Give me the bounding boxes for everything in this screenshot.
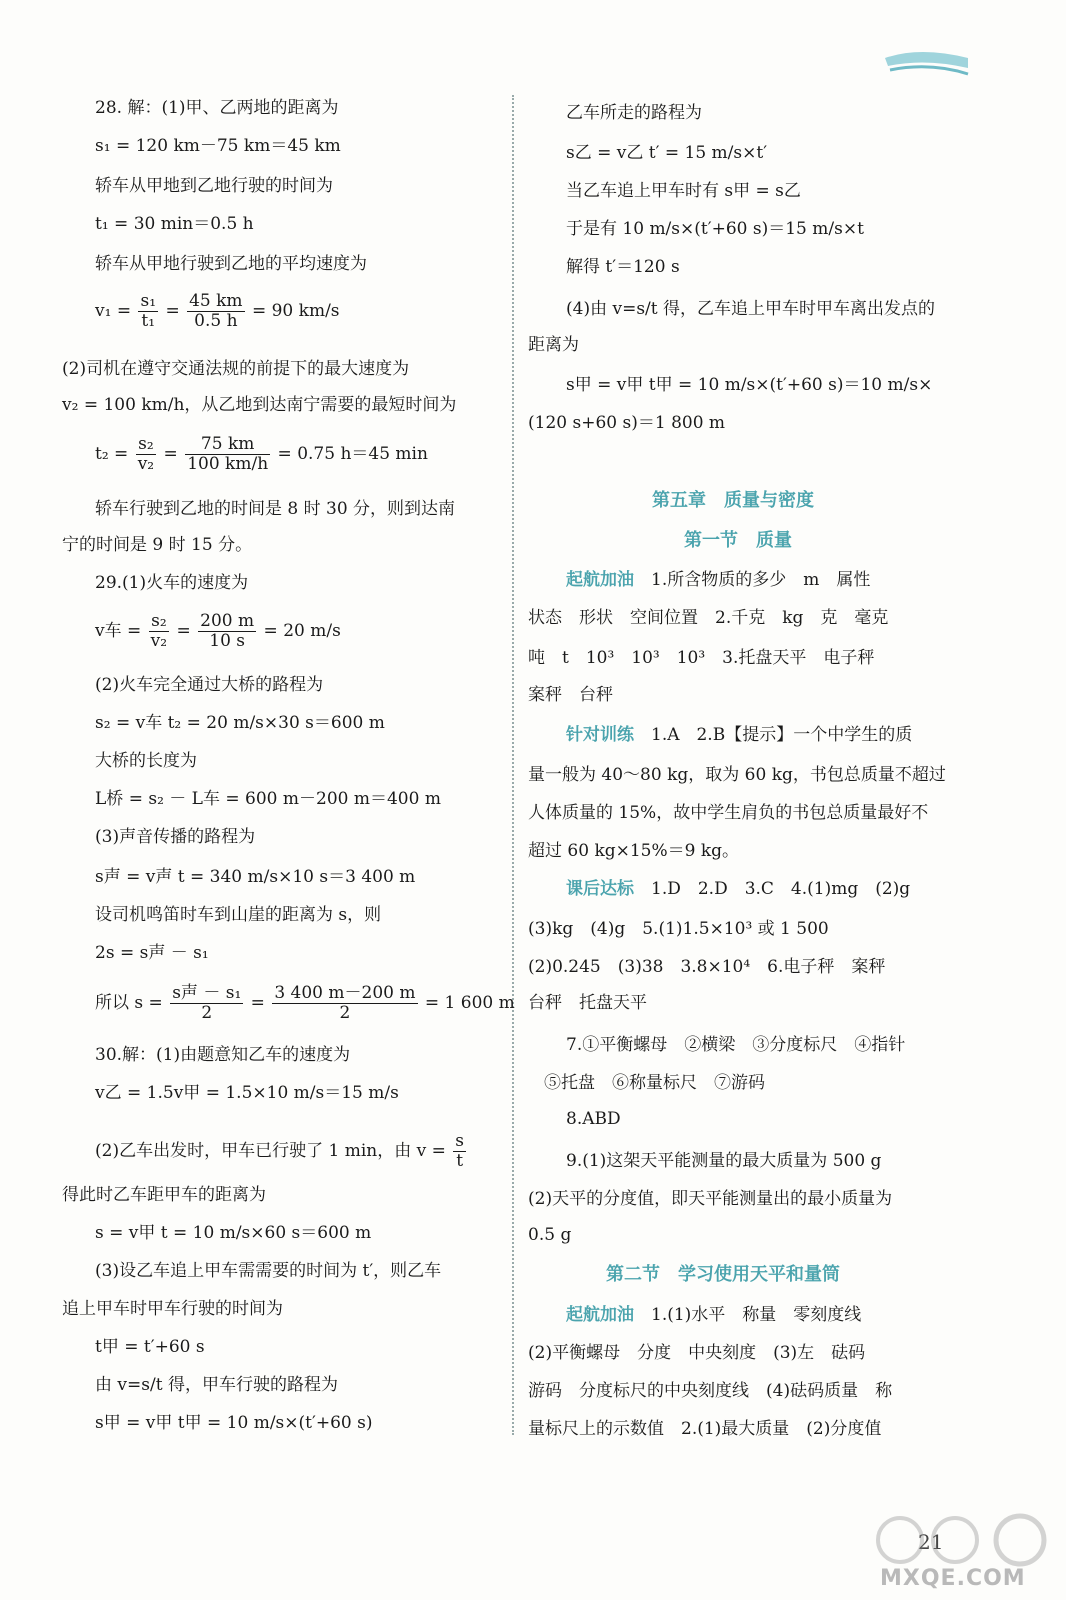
- fraction-numerator: 3 400 m－200 m: [274, 983, 416, 1003]
- formula-min-time: [95, 435, 428, 474]
- text-line: (3)声音传播的路程为: [95, 827, 256, 847]
- text-line: 追上甲车时甲车行驶的时间为: [62, 1299, 283, 1319]
- text-line: 量一般为 40～80 kg，取为 60 kg，书包总质量不超过: [528, 765, 946, 785]
- text-line: v₂ = 100 km/h，从乙地到达南宁需要的最短时间为: [62, 395, 457, 415]
- fraction: [136, 435, 156, 474]
- fraction-numerator: s₁: [140, 291, 157, 311]
- text-line: 量标尺上的示数值 2.(1)最大质量 (2)分度值: [528, 1419, 882, 1439]
- text-line: s甲 = v甲 t甲 = 10 m/s×(t′+60 s)＝10 m/s×: [566, 375, 933, 395]
- fraction-numerator: s₂: [149, 612, 169, 632]
- formula-average-speed: [95, 292, 340, 331]
- fraction: [453, 1132, 466, 1171]
- fraction-denominator: 2: [201, 1003, 213, 1023]
- text-line: 台秤 托盘天平: [528, 993, 647, 1013]
- fraction-numerator: s声 － s₁: [172, 983, 242, 1003]
- text-line: 由 v=s/t 得，甲车行驶的路程为: [95, 1375, 338, 1395]
- fraction-numerator: 45 km: [189, 291, 243, 311]
- text-line: (120 s+60 s)＝1 800 m: [528, 413, 726, 433]
- text-segment: (2)乙车出发时，甲车已行驶了 1 min，由 v =: [95, 1141, 446, 1161]
- exercise-tag: 起航加油: [566, 1305, 634, 1325]
- text-segment: 1.D 2.D 3.C 4.(1)mg (2)g: [651, 879, 911, 899]
- fraction-numerator: 200 m: [200, 611, 255, 631]
- column-divider: [512, 95, 514, 1435]
- page-number: 21: [918, 1530, 944, 1554]
- fraction-numerator: s₂: [136, 435, 156, 455]
- text-line: (3)设乙车追上甲车需需要的时间为 t′，则乙车: [95, 1261, 442, 1281]
- text-line: (2)司机在遵守交通法规的前提下的最大速度为: [62, 359, 410, 379]
- text-line: 超过 60 kg×15%＝9 kg。: [528, 841, 740, 861]
- text-line: 轿车从甲地行驶到乙地的平均速度为: [95, 254, 367, 274]
- text-line: 7.①平衡螺母 ②横梁 ③分度标尺 ④指针: [566, 1035, 906, 1055]
- text-line: (4)由 v=s/t 得，乙车追上甲车时甲车离出发点的: [566, 299, 936, 319]
- text-line: v乙 = 1.5v甲 = 1.5×10 m/s＝15 m/s: [95, 1083, 399, 1103]
- formula-rhs: = 0.75 h＝45 min: [277, 444, 428, 464]
- fraction-denominator: v₂: [137, 454, 155, 474]
- text-segment: 1.(1)水平 称量 零刻度线: [651, 1305, 862, 1325]
- text-line: (2)天平的分度值，即天平能测量出的最小质量为: [528, 1189, 893, 1209]
- text-line: 8.ABD: [566, 1109, 621, 1129]
- text-line: [566, 1302, 861, 1328]
- text-line: 状态 形状 空间位置 2.千克 kg 克 毫克: [528, 608, 889, 628]
- text-line: (2)平衡螺母 分度 中央刻度 (3)左 砝码: [528, 1343, 866, 1363]
- text-line: 游码 分度标尺的中央刻度线 (4)砝码质量 称: [528, 1381, 893, 1401]
- watermark-text: MXQE.COM: [880, 1566, 1026, 1591]
- text-line: 2s = s声 － s₁: [95, 943, 209, 963]
- text-line: ⑤托盘 ⑥称量标尺 ⑦游码: [544, 1073, 765, 1093]
- text-line: (2)火车完全通过大桥的路程为: [95, 675, 324, 695]
- fraction: [170, 984, 243, 1023]
- text-line: t₁ = 30 min＝0.5 h: [95, 214, 254, 234]
- fraction-numerator: 75 km: [185, 435, 270, 455]
- fraction-denominator: 10 s: [209, 631, 246, 651]
- text-line: s₂ = v车 t₂ = 20 m/s×30 s＝600 m: [95, 713, 385, 733]
- problem-28-heading: 28. 解：(1)甲、乙两地的距离为: [95, 98, 339, 118]
- fraction: [272, 984, 417, 1023]
- fraction-denominator: 0.5 h: [194, 311, 238, 331]
- fraction-denominator: t₁: [141, 311, 156, 331]
- fraction-denominator: 2: [339, 1003, 351, 1023]
- formula-lhs: v₁ =: [95, 301, 132, 321]
- text-line: L桥 = s₂ － L车 = 600 m－200 m＝400 m: [95, 789, 441, 809]
- text-line: s声 = v声 t = 340 m/s×10 s＝3 400 m: [95, 867, 416, 887]
- formula-lhs: t₂ =: [95, 444, 129, 464]
- text-line: (3)kg (4)g 5.(1)1.5×10³ 或 1 500: [528, 919, 829, 939]
- section-heading: 第一节 质量: [684, 530, 792, 551]
- text-line: [566, 567, 870, 593]
- text-line: 得此时乙车距甲车的距离为: [62, 1185, 266, 1205]
- exercise-tag: 课后达标: [566, 879, 634, 899]
- text-line: 设司机鸣笛时车到山崖的距离为 s，则: [95, 905, 382, 925]
- text-line: s甲 = v甲 t甲 = 10 m/s×(t′+60 s): [95, 1413, 373, 1433]
- text-line: t甲 = t′+60 s: [95, 1337, 205, 1357]
- text-line-with-fraction: [95, 1132, 468, 1171]
- text-line: 解得 t′＝120 s: [566, 257, 680, 277]
- equals-sign: =: [250, 993, 265, 1013]
- text-line: [566, 876, 910, 902]
- formula-rhs: = 20 m/s: [263, 621, 341, 641]
- equals-sign: =: [163, 444, 178, 464]
- text-line: 宁的时间是 9 时 15 分。: [62, 535, 253, 555]
- chapter-heading: 第五章 质量与密度: [652, 490, 814, 511]
- fraction: [185, 435, 270, 474]
- fraction: [138, 292, 158, 331]
- fraction-denominator: 100 km/h: [187, 454, 269, 474]
- text-line: s = v甲 t = 10 m/s×60 s＝600 m: [95, 1223, 372, 1243]
- fraction: [187, 292, 244, 331]
- equals-sign: =: [165, 301, 180, 321]
- text-line: 大桥的长度为: [95, 751, 197, 771]
- text-line: 9.(1)这架天平能测量的最大质量为 500 g: [566, 1151, 882, 1171]
- formula-rhs: = 90 km/s: [251, 301, 340, 321]
- problem-29-heading: 29.(1)火车的速度为: [95, 573, 249, 593]
- equals-sign: =: [176, 621, 191, 641]
- text-line: s乙 = v乙 t′ = 15 m/s×t′: [566, 143, 768, 163]
- exercise-tag: 起航加油: [566, 570, 634, 590]
- text-line: 人体质量的 15%，故中学生肩负的书包总质量最好不: [528, 803, 929, 823]
- text-line: 轿车从甲地到乙地行驶的时间为: [95, 176, 333, 196]
- text-line: 0.5 g: [528, 1225, 572, 1245]
- formula-rhs: = 1 600 m: [424, 993, 515, 1013]
- text-line: (2)0.245 (3)38 3.8×10⁴ 6.电子秤 案秤: [528, 957, 886, 977]
- text-line: 距离为: [528, 335, 579, 355]
- text-line: 案秤 台秤: [528, 685, 613, 705]
- text-line: 乙车所走的路程为: [566, 103, 702, 123]
- text-line: 吨 t 10³ 10³ 10³ 3.托盘天平 电子秤: [528, 648, 875, 668]
- text-segment: 1.A 2.B【提示】一个中学生的质: [651, 725, 913, 745]
- formula-train-speed: [95, 612, 341, 651]
- text-line: 当乙车追上甲车时有 s甲 = s乙: [566, 181, 801, 201]
- exercise-tag: 针对训练: [566, 725, 634, 745]
- text-line: s₁ = 120 km－75 km＝45 km: [95, 136, 341, 156]
- text-line: 轿车行驶到乙地的时间是 8 时 30 分，则到达南: [95, 499, 456, 519]
- formula-lhs: v车 =: [95, 621, 142, 641]
- formula-cliff-distance: [95, 984, 515, 1023]
- fraction-numerator: s: [455, 1131, 465, 1151]
- text-segment: 1.所含物质的多少 m 属性: [651, 570, 871, 590]
- text-line: 于是有 10 m/s×(t′+60 s)＝15 m/s×t: [566, 219, 864, 239]
- fraction: [149, 612, 169, 651]
- corner-decoration: [880, 44, 970, 84]
- section-heading: 第二节 学习使用天平和量筒: [606, 1264, 840, 1285]
- fraction: [198, 612, 256, 651]
- text-line: [566, 722, 912, 748]
- formula-lhs: 所以 s =: [95, 993, 163, 1013]
- problem-30-heading: 30.解：(1)由题意知乙车的速度为: [95, 1045, 351, 1065]
- fraction-denominator: t: [456, 1151, 464, 1171]
- fraction-denominator: v₂: [150, 631, 168, 651]
